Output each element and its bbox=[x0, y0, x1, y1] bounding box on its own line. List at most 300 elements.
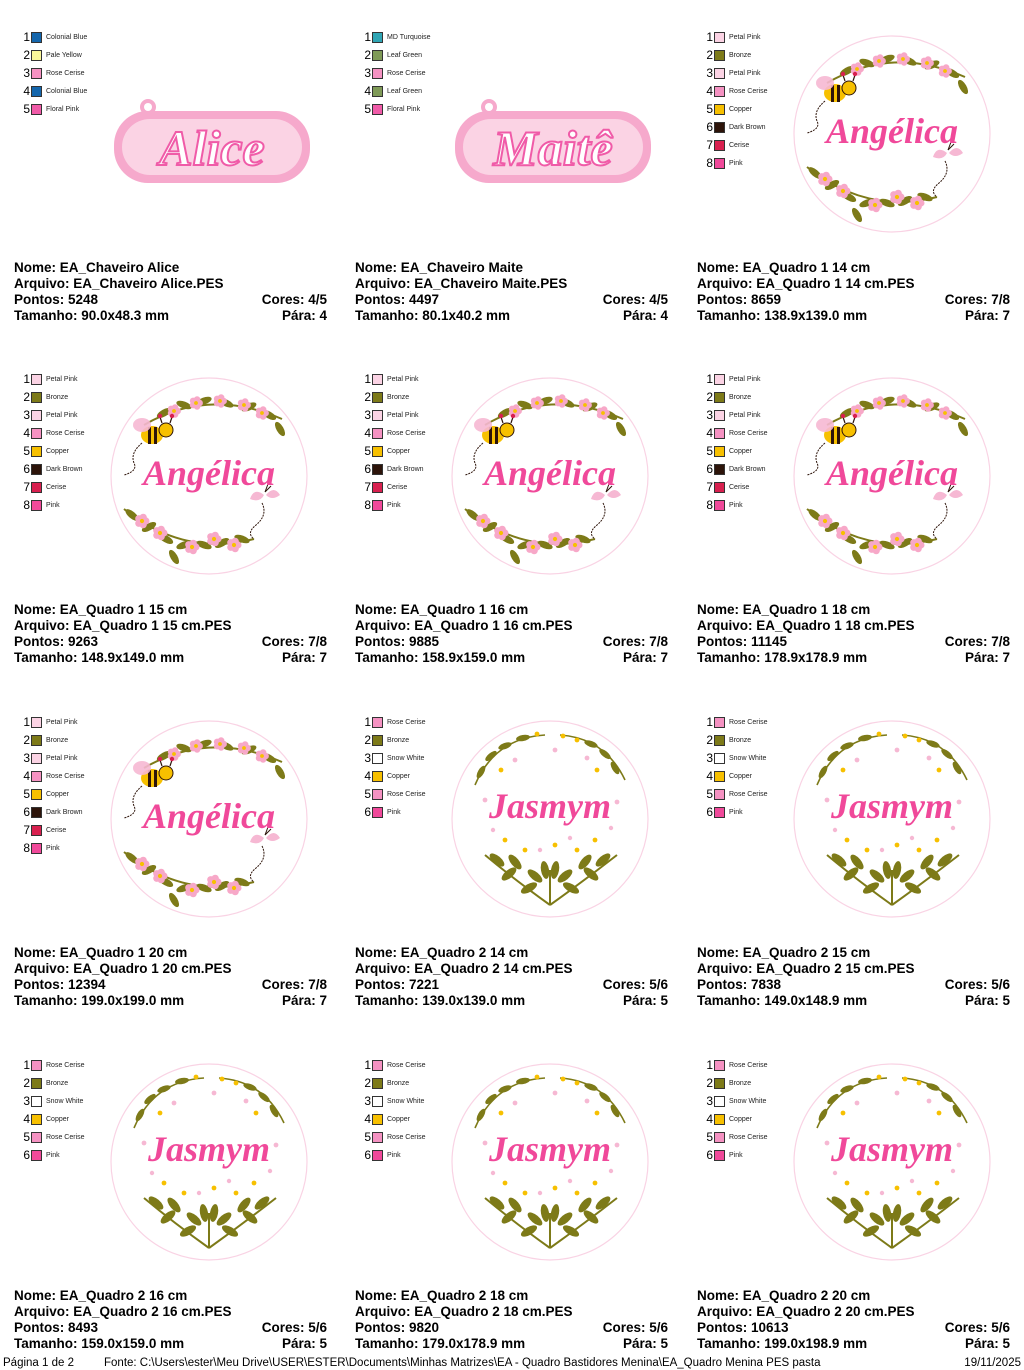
design-name-text: Angélica bbox=[484, 453, 616, 493]
color-number: 8 bbox=[23, 498, 30, 512]
color-name: Copper bbox=[387, 772, 410, 780]
color-name: Rose Cerise bbox=[729, 1061, 768, 1069]
color-name: Rose Cerise bbox=[387, 1061, 426, 1069]
color-swatch bbox=[31, 464, 42, 475]
design-size: Tamanho: 199.0x199.0 mm bbox=[14, 993, 185, 1008]
color-number: 1 bbox=[706, 372, 713, 386]
design-colors: Cores: 7/8 bbox=[261, 634, 327, 649]
color-legend-row bbox=[361, 1056, 426, 1074]
color-legend-row bbox=[703, 1074, 768, 1092]
color-legend-row bbox=[703, 370, 768, 388]
color-name: Copper bbox=[387, 1115, 410, 1123]
color-legend-row bbox=[361, 713, 426, 731]
design-name-text: Maitê bbox=[493, 120, 613, 176]
design-preview bbox=[445, 710, 655, 928]
color-swatch bbox=[372, 68, 383, 79]
design-file: Arquivo: EA_Quadro 2 15 cm.PES bbox=[697, 961, 915, 976]
design-card bbox=[0, 0, 342, 342]
design-stitches: Pontos: 5248 bbox=[14, 292, 99, 307]
color-swatch bbox=[31, 1060, 42, 1071]
color-name: Cerise bbox=[729, 141, 750, 149]
color-number: 3 bbox=[706, 1094, 713, 1108]
design-preview-svg bbox=[445, 25, 655, 243]
color-number: 7 bbox=[23, 823, 30, 837]
color-name: Colonial Blue bbox=[46, 33, 88, 41]
design-info bbox=[355, 1288, 668, 1352]
design-card bbox=[0, 342, 342, 684]
color-number: 5 bbox=[364, 444, 371, 458]
color-legend-row bbox=[703, 767, 768, 785]
color-number: 1 bbox=[23, 1058, 30, 1072]
design-stitches: Pontos: 7221 bbox=[355, 977, 440, 992]
color-swatch bbox=[31, 735, 42, 746]
color-swatch bbox=[31, 410, 42, 421]
design-stitches: Pontos: 9263 bbox=[14, 634, 99, 649]
design-card bbox=[341, 685, 683, 1027]
color-name: Rose Cerise bbox=[46, 429, 85, 437]
design-stops: Pára: 7 bbox=[964, 650, 1010, 665]
color-name: Petal Pink bbox=[387, 375, 419, 383]
color-legend-row bbox=[361, 1146, 426, 1164]
color-number: 4 bbox=[364, 84, 371, 98]
color-swatch bbox=[372, 1114, 383, 1125]
color-number: 4 bbox=[23, 1112, 30, 1126]
color-name: Bronze bbox=[729, 1079, 752, 1087]
design-name-text: Jasmym bbox=[831, 1129, 953, 1169]
color-legend-row bbox=[703, 1056, 768, 1074]
color-legend-row bbox=[703, 136, 768, 154]
color-name: Petal Pink bbox=[729, 411, 761, 419]
design-name: Nome: EA_Quadro 2 16 cm bbox=[14, 1288, 188, 1303]
color-name: Leaf Green bbox=[387, 87, 423, 95]
design-name: Nome: EA_Quadro 2 15 cm bbox=[697, 945, 871, 960]
color-legend-row bbox=[703, 731, 768, 749]
color-name: Petal Pink bbox=[46, 411, 78, 419]
design-stops: Pára: 5 bbox=[964, 1336, 1010, 1351]
color-number: 2 bbox=[364, 390, 371, 404]
design-preview bbox=[104, 1053, 314, 1271]
design-card bbox=[341, 0, 683, 342]
color-legend-row bbox=[20, 785, 85, 803]
color-name: Floral Pink bbox=[46, 105, 80, 113]
color-swatch bbox=[714, 789, 725, 800]
color-name: Pink bbox=[729, 501, 743, 509]
color-number: 6 bbox=[23, 1148, 30, 1162]
color-swatch bbox=[714, 104, 725, 115]
color-name: Bronze bbox=[729, 736, 752, 744]
color-legend-row bbox=[20, 803, 85, 821]
color-legend-row bbox=[20, 1110, 85, 1128]
color-name: Bronze bbox=[729, 51, 752, 59]
color-legend-row bbox=[703, 749, 768, 767]
color-legend-row bbox=[20, 713, 85, 731]
color-swatch bbox=[31, 807, 42, 818]
color-legend-row bbox=[20, 1146, 85, 1164]
color-swatch bbox=[714, 68, 725, 79]
design-colors: Cores: 7/8 bbox=[944, 634, 1010, 649]
color-name: Copper bbox=[387, 447, 410, 455]
color-swatch bbox=[372, 735, 383, 746]
design-name-text: Jasmym bbox=[831, 786, 953, 826]
color-number: 2 bbox=[23, 390, 30, 404]
color-name: Bronze bbox=[46, 1079, 69, 1087]
color-name: Snow White bbox=[46, 1097, 84, 1105]
color-swatch bbox=[31, 104, 42, 115]
color-name: Snow White bbox=[729, 754, 767, 762]
color-name: Rose Cerise bbox=[387, 790, 426, 798]
color-name: Pink bbox=[729, 1151, 743, 1159]
design-name: Nome: EA_Chaveiro Maite bbox=[355, 260, 524, 275]
color-swatch bbox=[372, 1096, 383, 1107]
design-preview bbox=[787, 25, 997, 243]
color-legend-row bbox=[361, 100, 431, 118]
color-swatch bbox=[714, 807, 725, 818]
color-swatch bbox=[372, 428, 383, 439]
color-number: 8 bbox=[364, 498, 371, 512]
design-stops: Pára: 5 bbox=[622, 1336, 668, 1351]
design-size: Tamanho: 158.9x159.0 mm bbox=[355, 650, 526, 665]
color-swatch bbox=[714, 753, 725, 764]
color-legend-row bbox=[361, 460, 426, 478]
color-number: 6 bbox=[364, 462, 371, 476]
color-number: 3 bbox=[364, 1094, 371, 1108]
design-stitches: Pontos: 4497 bbox=[355, 292, 440, 307]
color-swatch bbox=[714, 1078, 725, 1089]
color-name: Rose Cerise bbox=[729, 87, 768, 95]
design-file: Arquivo: EA_Quadro 2 14 cm.PES bbox=[355, 961, 573, 976]
color-number: 2 bbox=[23, 733, 30, 747]
color-number: 2 bbox=[364, 1076, 371, 1090]
color-name: Dark Brown bbox=[46, 465, 83, 473]
page-footer bbox=[0, 1355, 1024, 1370]
design-size: Tamanho: 148.9x149.0 mm bbox=[14, 650, 185, 665]
design-colors: Cores: 5/6 bbox=[602, 1320, 668, 1335]
color-name: Rose Cerise bbox=[387, 69, 426, 77]
color-legend-row bbox=[20, 478, 85, 496]
color-legend-row bbox=[361, 1110, 426, 1128]
color-legend-row bbox=[20, 100, 87, 118]
color-name: Rose Cerise bbox=[729, 429, 768, 437]
color-number: 2 bbox=[364, 733, 371, 747]
design-file: Arquivo: EA_Chaveiro Alice.PES bbox=[14, 276, 224, 291]
color-legend-row bbox=[703, 406, 768, 424]
design-name-text: Angélica bbox=[143, 796, 275, 836]
color-swatch bbox=[714, 428, 725, 439]
color-legend-row bbox=[20, 1092, 85, 1110]
color-number: 6 bbox=[706, 1148, 713, 1162]
color-swatch bbox=[372, 1060, 383, 1071]
color-number: 4 bbox=[23, 426, 30, 440]
color-number: 1 bbox=[706, 30, 713, 44]
color-swatch bbox=[714, 482, 725, 493]
color-legend-row bbox=[20, 1056, 85, 1074]
design-stops: Pára: 5 bbox=[281, 1336, 327, 1351]
color-legend-row bbox=[703, 496, 768, 514]
design-name: Nome: EA_Quadro 1 20 cm bbox=[14, 945, 188, 960]
color-legend bbox=[20, 28, 87, 118]
color-number: 5 bbox=[23, 102, 30, 116]
color-number: 1 bbox=[23, 30, 30, 44]
color-name: Colonial Blue bbox=[46, 87, 88, 95]
color-legend-row bbox=[361, 424, 426, 442]
color-legend-row bbox=[361, 1092, 426, 1110]
design-preview-svg bbox=[104, 710, 314, 928]
color-name: Dark Brown bbox=[729, 465, 766, 473]
color-number: 2 bbox=[706, 1076, 713, 1090]
color-legend-row bbox=[20, 442, 85, 460]
color-legend-row bbox=[703, 46, 768, 64]
color-swatch bbox=[714, 32, 725, 43]
color-number: 5 bbox=[706, 102, 713, 116]
design-preview-svg bbox=[787, 710, 997, 928]
design-preview bbox=[104, 25, 314, 243]
color-swatch bbox=[31, 717, 42, 728]
color-swatch bbox=[372, 482, 383, 493]
design-preview bbox=[445, 367, 655, 585]
color-legend-row bbox=[703, 442, 768, 460]
color-swatch bbox=[372, 86, 383, 97]
color-name: Pale Yellow bbox=[46, 51, 82, 59]
color-legend-row bbox=[20, 496, 85, 514]
design-size: Tamanho: 149.0x148.9 mm bbox=[697, 993, 868, 1008]
design-stitches: Pontos: 9885 bbox=[355, 634, 440, 649]
color-number: 3 bbox=[364, 751, 371, 765]
design-colors: Cores: 5/6 bbox=[944, 1320, 1010, 1335]
color-legend-row bbox=[20, 46, 87, 64]
color-name: Cerise bbox=[46, 826, 67, 834]
color-legend-row bbox=[20, 82, 87, 100]
color-name: Rose Cerise bbox=[387, 718, 426, 726]
design-preview-svg bbox=[104, 25, 314, 243]
color-number: 2 bbox=[23, 48, 30, 62]
color-legend-row bbox=[20, 1128, 85, 1146]
color-name: Bronze bbox=[46, 736, 69, 744]
color-legend-row bbox=[361, 1074, 426, 1092]
color-number: 4 bbox=[23, 84, 30, 98]
color-name: Bronze bbox=[387, 393, 410, 401]
design-preview-svg bbox=[787, 25, 997, 243]
design-preview-svg bbox=[104, 1053, 314, 1271]
color-swatch bbox=[31, 843, 42, 854]
color-number: 5 bbox=[364, 787, 371, 801]
color-legend bbox=[703, 28, 768, 172]
color-swatch bbox=[372, 807, 383, 818]
color-swatch bbox=[714, 1060, 725, 1071]
color-swatch bbox=[31, 86, 42, 97]
color-number: 5 bbox=[706, 1130, 713, 1144]
color-swatch bbox=[372, 104, 383, 115]
color-name: Cerise bbox=[729, 483, 750, 491]
design-size: Tamanho: 139.0x139.0 mm bbox=[355, 993, 526, 1008]
color-swatch bbox=[372, 464, 383, 475]
color-legend-row bbox=[361, 785, 426, 803]
color-name: Rose Cerise bbox=[387, 1133, 426, 1141]
color-swatch bbox=[714, 464, 725, 475]
color-legend bbox=[20, 713, 85, 857]
design-preview-svg bbox=[787, 367, 997, 585]
color-legend-row bbox=[361, 64, 431, 82]
color-swatch bbox=[31, 771, 42, 782]
design-size: Tamanho: 159.0x159.0 mm bbox=[14, 1336, 185, 1351]
color-swatch bbox=[31, 50, 42, 61]
color-legend-row bbox=[361, 749, 426, 767]
design-file: Arquivo: EA_Quadro 2 20 cm.PES bbox=[697, 1304, 915, 1319]
color-swatch bbox=[31, 1150, 42, 1161]
color-name: Pink bbox=[729, 159, 743, 167]
design-info bbox=[14, 1288, 327, 1352]
color-swatch bbox=[714, 717, 725, 728]
color-number: 5 bbox=[23, 1130, 30, 1144]
color-number: 3 bbox=[23, 408, 30, 422]
color-legend bbox=[20, 1056, 85, 1164]
color-number: 4 bbox=[706, 84, 713, 98]
color-legend bbox=[361, 28, 431, 118]
color-name: Pink bbox=[387, 501, 401, 509]
design-size: Tamanho: 80.1x40.2 mm bbox=[355, 308, 511, 323]
color-swatch bbox=[31, 1114, 42, 1125]
color-name: Rose Cerise bbox=[729, 1133, 768, 1141]
color-number: 2 bbox=[23, 1076, 30, 1090]
color-legend-row bbox=[703, 118, 768, 136]
color-legend-row bbox=[361, 46, 431, 64]
color-legend bbox=[361, 370, 426, 514]
color-swatch bbox=[31, 428, 42, 439]
color-legend-row bbox=[361, 370, 426, 388]
design-size: Tamanho: 179.0x178.9 mm bbox=[355, 1336, 526, 1351]
color-legend-row bbox=[703, 803, 768, 821]
design-info bbox=[355, 602, 668, 666]
color-swatch bbox=[31, 374, 42, 385]
design-preview-svg bbox=[104, 367, 314, 585]
color-number: 3 bbox=[706, 751, 713, 765]
color-name: Bronze bbox=[387, 736, 410, 744]
color-number: 3 bbox=[23, 1094, 30, 1108]
design-info bbox=[697, 945, 1010, 1009]
color-number: 7 bbox=[706, 138, 713, 152]
design-stitches: Pontos: 8659 bbox=[697, 292, 782, 307]
color-swatch bbox=[714, 500, 725, 511]
design-name-text: Jasmym bbox=[489, 786, 611, 826]
color-number: 1 bbox=[23, 372, 30, 386]
color-legend-row bbox=[20, 424, 85, 442]
color-number: 6 bbox=[23, 462, 30, 476]
design-info bbox=[697, 602, 1010, 666]
color-legend-row bbox=[20, 1074, 85, 1092]
design-preview bbox=[445, 1053, 655, 1271]
design-card bbox=[341, 1028, 683, 1370]
color-name: Petal Pink bbox=[46, 754, 78, 762]
color-legend-row bbox=[20, 731, 85, 749]
color-number: 3 bbox=[364, 408, 371, 422]
color-number: 4 bbox=[706, 769, 713, 783]
design-colors: Cores: 5/6 bbox=[261, 1320, 327, 1335]
color-swatch bbox=[714, 446, 725, 457]
design-size: Tamanho: 178.9x178.9 mm bbox=[697, 650, 868, 665]
color-number: 6 bbox=[706, 805, 713, 819]
color-name: Rose Cerise bbox=[729, 718, 768, 726]
design-colors: Cores: 7/8 bbox=[261, 977, 327, 992]
design-preview bbox=[104, 710, 314, 928]
design-file: Arquivo: EA_Quadro 1 16 cm.PES bbox=[355, 618, 573, 633]
color-swatch bbox=[372, 753, 383, 764]
color-number: 5 bbox=[706, 787, 713, 801]
color-legend-row bbox=[703, 388, 768, 406]
color-legend-row bbox=[20, 460, 85, 478]
color-swatch bbox=[372, 50, 383, 61]
design-stops: Pára: 5 bbox=[622, 993, 668, 1008]
design-stops: Pára: 7 bbox=[281, 650, 327, 665]
design-card bbox=[683, 1028, 1024, 1370]
design-preview-svg bbox=[445, 367, 655, 585]
design-stops: Pára: 4 bbox=[622, 308, 668, 323]
color-number: 7 bbox=[23, 480, 30, 494]
color-name: Rose Cerise bbox=[387, 429, 426, 437]
design-info bbox=[14, 945, 327, 1009]
color-number: 1 bbox=[706, 715, 713, 729]
design-file: Arquivo: EA_Quadro 1 20 cm.PES bbox=[14, 961, 232, 976]
color-swatch bbox=[31, 446, 42, 457]
design-info bbox=[355, 260, 668, 324]
color-legend-row bbox=[703, 1110, 768, 1128]
design-file: Arquivo: EA_Quadro 1 14 cm.PES bbox=[697, 276, 915, 291]
design-info bbox=[14, 260, 327, 324]
color-name: Copper bbox=[729, 447, 752, 455]
color-swatch bbox=[31, 500, 42, 511]
color-name: Dark Brown bbox=[46, 808, 83, 816]
color-legend-row bbox=[703, 1128, 768, 1146]
color-swatch bbox=[31, 753, 42, 764]
color-number: 5 bbox=[23, 787, 30, 801]
color-name: Petal Pink bbox=[729, 33, 761, 41]
design-stitches: Pontos: 7838 bbox=[697, 977, 782, 992]
color-legend bbox=[703, 1056, 768, 1164]
design-colors: Cores: 7/8 bbox=[602, 634, 668, 649]
color-swatch bbox=[714, 1096, 725, 1107]
color-swatch bbox=[31, 482, 42, 493]
color-swatch bbox=[714, 140, 725, 151]
color-name: Cerise bbox=[46, 483, 67, 491]
design-name: Nome: EA_Quadro 1 16 cm bbox=[355, 602, 529, 617]
color-swatch bbox=[714, 1114, 725, 1125]
color-legend-row bbox=[361, 442, 426, 460]
design-info bbox=[697, 1288, 1010, 1352]
design-info bbox=[355, 945, 668, 1009]
color-swatch bbox=[372, 1132, 383, 1143]
color-name: MD Turquoise bbox=[387, 33, 431, 41]
color-legend-row bbox=[361, 803, 426, 821]
color-legend-row bbox=[20, 406, 85, 424]
color-number: 4 bbox=[23, 769, 30, 783]
design-stops: Pára: 7 bbox=[622, 650, 668, 665]
design-colors: Cores: 5/6 bbox=[602, 977, 668, 992]
color-swatch bbox=[31, 789, 42, 800]
color-legend bbox=[703, 713, 768, 821]
color-number: 6 bbox=[706, 462, 713, 476]
color-legend-row bbox=[361, 731, 426, 749]
design-card bbox=[683, 685, 1024, 1027]
color-swatch bbox=[714, 86, 725, 97]
color-swatch bbox=[714, 1150, 725, 1161]
color-number: 4 bbox=[364, 426, 371, 440]
design-stops: Pára: 5 bbox=[964, 993, 1010, 1008]
color-number: 6 bbox=[706, 120, 713, 134]
design-name: Nome: EA_Quadro 2 20 cm bbox=[697, 1288, 871, 1303]
color-swatch bbox=[372, 717, 383, 728]
color-name: Snow White bbox=[729, 1097, 767, 1105]
color-legend-row bbox=[703, 460, 768, 478]
design-colors: Cores: 5/6 bbox=[944, 977, 1010, 992]
color-number: 1 bbox=[364, 1058, 371, 1072]
